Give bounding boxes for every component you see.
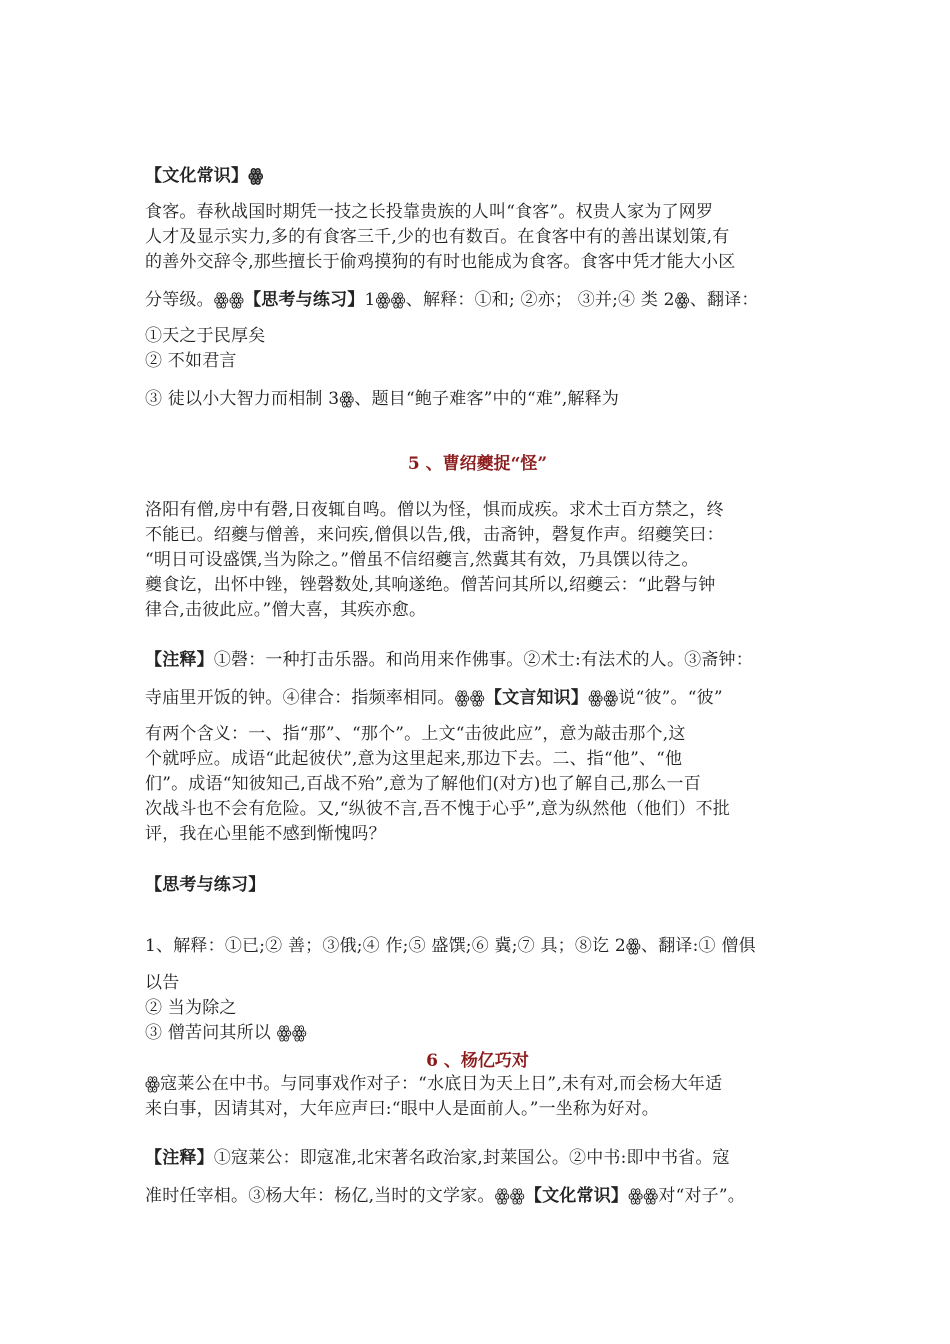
text-line: 有两个含义：一、指“那”、“那个”。上文“击彼此应”，意为敲击那个,这 <box>145 724 686 744</box>
text-line: 食客。春秋战国时期凭一技之长投靠贵族的人叫“食客”。权贵人家为了网罗 <box>145 202 714 222</box>
section-heading: 【思考与练习】 <box>145 875 266 895</box>
section-title: 5 、曹绍夔捉“怪” <box>407 454 548 474</box>
text-line: 【注释】①磬：一种打击乐器。和尚用来作佛事。②术士:有法术的人。③斋钟： <box>145 650 753 670</box>
section-title: 6 、杨亿巧对 <box>426 1051 529 1071</box>
text-line: 寺庙里开饭的钟。④律合：指频率相同。ꙮꙮ【文言知识】ꙮꙮ说“彼”。“彼” <box>145 688 723 708</box>
section-heading: 【文化常识】ꙮ <box>145 166 264 186</box>
text-line: 夔食讫，出怀中锉，锉磬数处,其响遂绝。僧苦问其所以,绍夔云：“此磬与钟 <box>145 575 716 595</box>
text-line: ꙮ寇莱公在中书。与同事戏作对子：“水底日为天上日”,未有对,而会杨大年适 <box>145 1074 723 1094</box>
text-line: ② 当为除之 <box>145 998 237 1018</box>
text-line: 评，我在心里能不感到惭愧吗？ <box>145 824 386 844</box>
text-line: 次战斗也不会有危险。又,“纵彼不言,吾不愧于心乎”,意为纵然他（他们）不批 <box>145 799 730 819</box>
text-line: 准时任宰相。③杨大年：杨亿,当时的文学家。ꙮꙮ【文化常识】ꙮꙮ对“对子”。 <box>145 1186 745 1206</box>
text-line: 不能已。绍夔与僧善，来问疾,僧俱以告,俄，击斋钟，磬复作声。绍夔笑曰： <box>145 525 724 545</box>
text-line: ③ 僧苦问其所以 ꙮꙮ <box>145 1023 307 1043</box>
text-line: “明日可设盛馔,当为除之。”僧虽不信绍夔言,然冀其有效，乃具馔以待之。 <box>145 550 699 570</box>
text-line: 来白事，因请其对，大年应声曰:“眼中人是面前人。”一坐称为好对。 <box>145 1099 660 1119</box>
text-line: 洛阳有僧,房中有磬,日夜辄自鸣。僧以为怪，惧而成疾。求术士百方禁之，终 <box>145 500 724 520</box>
text-line: 分等级。ꙮꙮ【思考与练习】1ꙮꙮ、解释：①和; ②亦； ③并;④ 类 2ꙮ、翻译： <box>145 290 759 310</box>
text-line: 的善外交辞令,那些擅长于偷鸡摸狗的有时也能成为食客。食客中凭才能大小区 <box>145 252 736 272</box>
text-line: 个就呼应。成语“此起彼伏”,意为这里起来,那边下去。二、指“他”、“他 <box>145 749 683 769</box>
text-line: ①天之于民厚矣 <box>145 326 266 346</box>
text-line: 【注释】①寇莱公：即寇准,北宋著名政治家,封莱国公。②中书:即中书省。寇 <box>145 1148 730 1168</box>
text-line: 1、解释：①已;② 善；③俄;④ 作;⑤ 盛馔;⑥ 冀;⑦ 具；⑧讫 2ꙮ、翻译:① 僧俱 <box>145 936 756 956</box>
text-line: ③ 徒以小大智力而相制 3ꙮ、题目“鲍子难客”中的“难”,解释为 <box>145 389 620 409</box>
text-line: ② 不如君言 <box>145 351 237 371</box>
text-line: 们”。成语“知彼知己,百战不殆”,意为了解他们(对方)也了解自己,那么一百 <box>145 774 701 794</box>
text-line: 人才及显示实力,多的有食客三千,少的也有数百。在食客中有的善出谋划策,有 <box>145 227 730 247</box>
text-line: 律合,击彼此应。”僧大喜，其疾亦愈。 <box>145 600 427 620</box>
text-line: 以告 <box>145 973 180 993</box>
